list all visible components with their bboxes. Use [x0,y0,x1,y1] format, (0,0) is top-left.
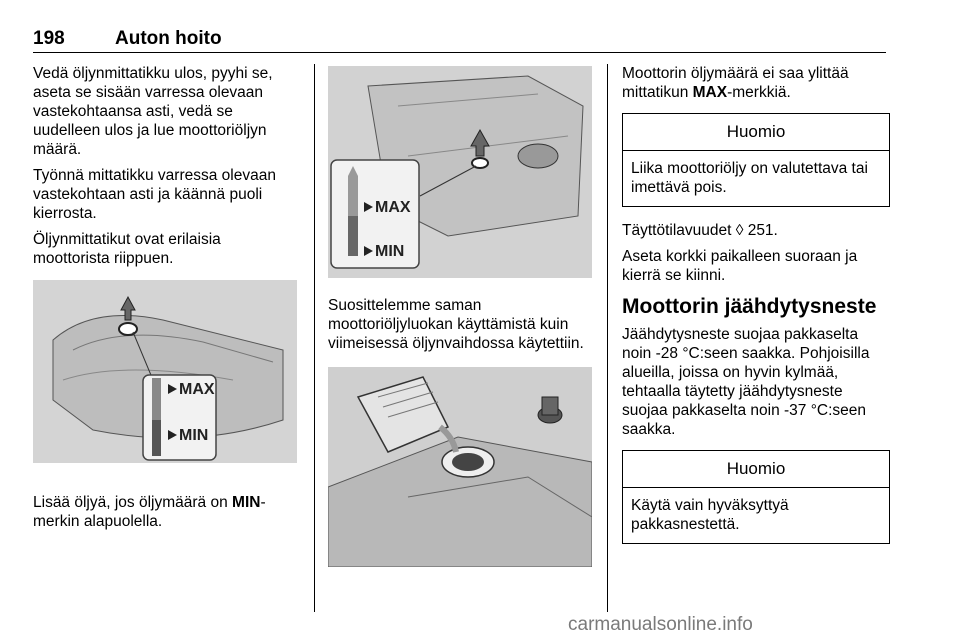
paragraph: Työnnä mittatikku varressa olevaan vastekohtaan asti ja käännä puoli kierrosta. [33,167,276,222]
column-divider [314,64,315,612]
min-label: MIN [179,427,209,444]
paragraph: Lisää öljyä, jos öljymäärä on MIN-merkin alapuolella. [33,494,266,530]
notice-body: Liika moottoriöljy on valutettava tai imettävä pois. [631,160,868,196]
notice-box [622,450,890,544]
notice-box [622,113,890,207]
watermark: carmanualsonline.info [568,614,753,635]
max-label: MAX [375,199,411,216]
dipstick-figure [33,280,297,463]
column-2 [328,64,596,567]
column-1 [33,64,301,538]
page-title: Auton hoito [115,28,222,49]
column-3 [622,64,890,558]
engine-dipstick-figure [328,66,592,278]
max-label: MAX [179,381,215,398]
notice-title: Huomio [623,451,889,488]
notice-body: Käytä vain hyväksyttyä pakkasnestettä. [631,497,789,533]
oil-filling-figure [328,367,592,567]
paragraph: Suosittelemme saman moottoriöljyluokan käyttämistä kuin viimeisessä öljynvaihdossa käytettiin. [328,297,584,352]
paragraph: Jäähdytysneste suojaa pakkaselta noin -28 °C:seen saakka. Pohjoisilla alueilla, joissa on hyvin kylmää, tehtaalla täytetty jäähdytysneste suojaa pakkaselta noin -37 °C:seen saakka. [622,326,870,438]
column-divider [607,64,608,612]
notice-title: Huomio [623,114,889,151]
paragraph: Täyttötilavuudet ◊ 251. [622,222,778,239]
page-header [33,22,886,53]
min-label: MIN [375,243,405,260]
paragraph: Moottorin öljymäärä ei saa ylittää mittatikun MAX-merkkiä. [622,65,849,101]
section-heading: Moottorin jäähdytysneste [622,295,877,318]
paragraph: Vedä öljynmittatikku ulos, pyyhi se, aseta se sisään varressa olevaan vastekohtaansa asti, vedä se uudelleen ulos ja lue moottoriöljyn määrä. [33,65,273,158]
paragraph: Aseta korkki paikalleen suoraan ja kierrä se kiinni. [622,248,858,284]
paragraph: Öljynmittatikut ovat erilaisia moottorista riippuen. [33,231,221,267]
page-number: 198 [33,28,65,49]
